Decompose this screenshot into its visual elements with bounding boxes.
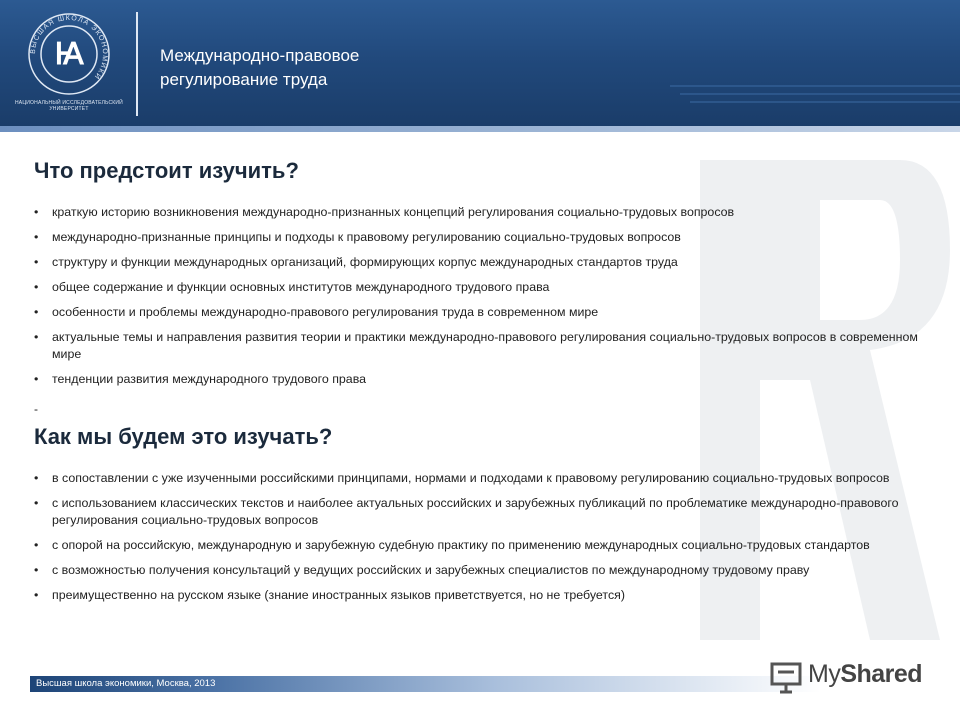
list-item: • структуру и функции международных организаций, формирующих корпус международных стандартов труда — [34, 255, 678, 269]
logo-caption: НАЦИОНАЛЬНЫЙ ИССЛЕДОВАТЕЛЬСКИЙ УНИВЕРСИТЕТ — [15, 100, 123, 112]
list-item: • с использованием классических текстов и наиболее актуальных российских и зарубежных публикаций по проблематике международно-правового регулирования социально-трудовых вопросов — [34, 496, 899, 527]
header-divider — [136, 12, 138, 116]
list-item: • актуальные темы и направления развития теории и практики международно-правового регулирования социально-трудовых вопросов в современном мире — [34, 330, 918, 361]
list-item: • в сопоставлении с уже изученными российскими принципами, нормами и подходами к правовому регулированию социально-трудовых вопросов — [34, 471, 890, 485]
study-methods-list — [34, 470, 924, 612]
myshared-label: MyShared — [808, 660, 923, 688]
header-banner — [0, 0, 960, 130]
header-decoration — [660, 80, 960, 110]
presentation-board-icon — [768, 658, 804, 694]
section-separator: - — [34, 402, 38, 416]
list-item: • с опорой на российскую, международную и зарубежную судебную практику по применению международных социально-трудовых стандартов — [34, 538, 870, 552]
hse-emblem-icon — [14, 8, 124, 100]
list-item: • особенности и проблемы международно-правового регулирования труда в современном мире — [34, 305, 599, 319]
list-item: • общее содержание и функции основных институтов международного трудового права — [34, 280, 550, 294]
bullet-icon: • — [34, 280, 39, 294]
section-heading-how: Как мы будем это изучать? — [34, 424, 333, 449]
list-item: • международно-признанные принципы и подходы к правовому регулированию социально-трудовых вопросов — [34, 230, 681, 244]
bullet-icon: • — [34, 588, 39, 602]
university-logo — [14, 8, 124, 120]
bullet-icon: • — [34, 255, 39, 269]
bullet-icon: • — [34, 205, 39, 219]
bullet-icon: • — [34, 305, 39, 319]
list-item: • тенденции развития международного трудового права — [34, 372, 367, 386]
study-topics-list — [34, 204, 924, 396]
bullet-icon: • — [34, 230, 39, 244]
svg-text:Ꙗ: Ꙗ — [54, 38, 84, 71]
footer-text: Высшая школа экономики, Москва, 2013 — [36, 678, 216, 689]
list-item: • с возможностью получения консультаций у ведущих российских и зарубежных специалистов по международному трудовому праву — [34, 563, 810, 577]
section-heading-what: Что предстоит изучить? — [34, 158, 299, 183]
header-stripe — [0, 126, 960, 132]
myshared-watermark[interactable] — [768, 656, 928, 696]
svg-text:ВЫСШАЯ ШКОЛА ЭКОНОМИКИ: ВЫСШАЯ ШКОЛА ЭКОНОМИКИ — [29, 14, 109, 81]
list-item: • краткую историю возникновения международно-признанных концепций регулирования социально-трудовых вопросов — [34, 205, 735, 219]
bullet-icon: • — [34, 330, 39, 344]
bullet-icon: • — [34, 496, 39, 510]
bullet-icon: • — [34, 538, 39, 552]
bullet-icon: • — [34, 563, 39, 577]
bullet-icon: • — [34, 471, 39, 485]
bullet-icon: • — [34, 372, 39, 386]
page-title: Международно-правовое регулирование труда — [160, 46, 360, 89]
list-item: • преимущественно на русском языке (знание иностранных языков приветствуется, но не требуется) — [34, 588, 625, 602]
